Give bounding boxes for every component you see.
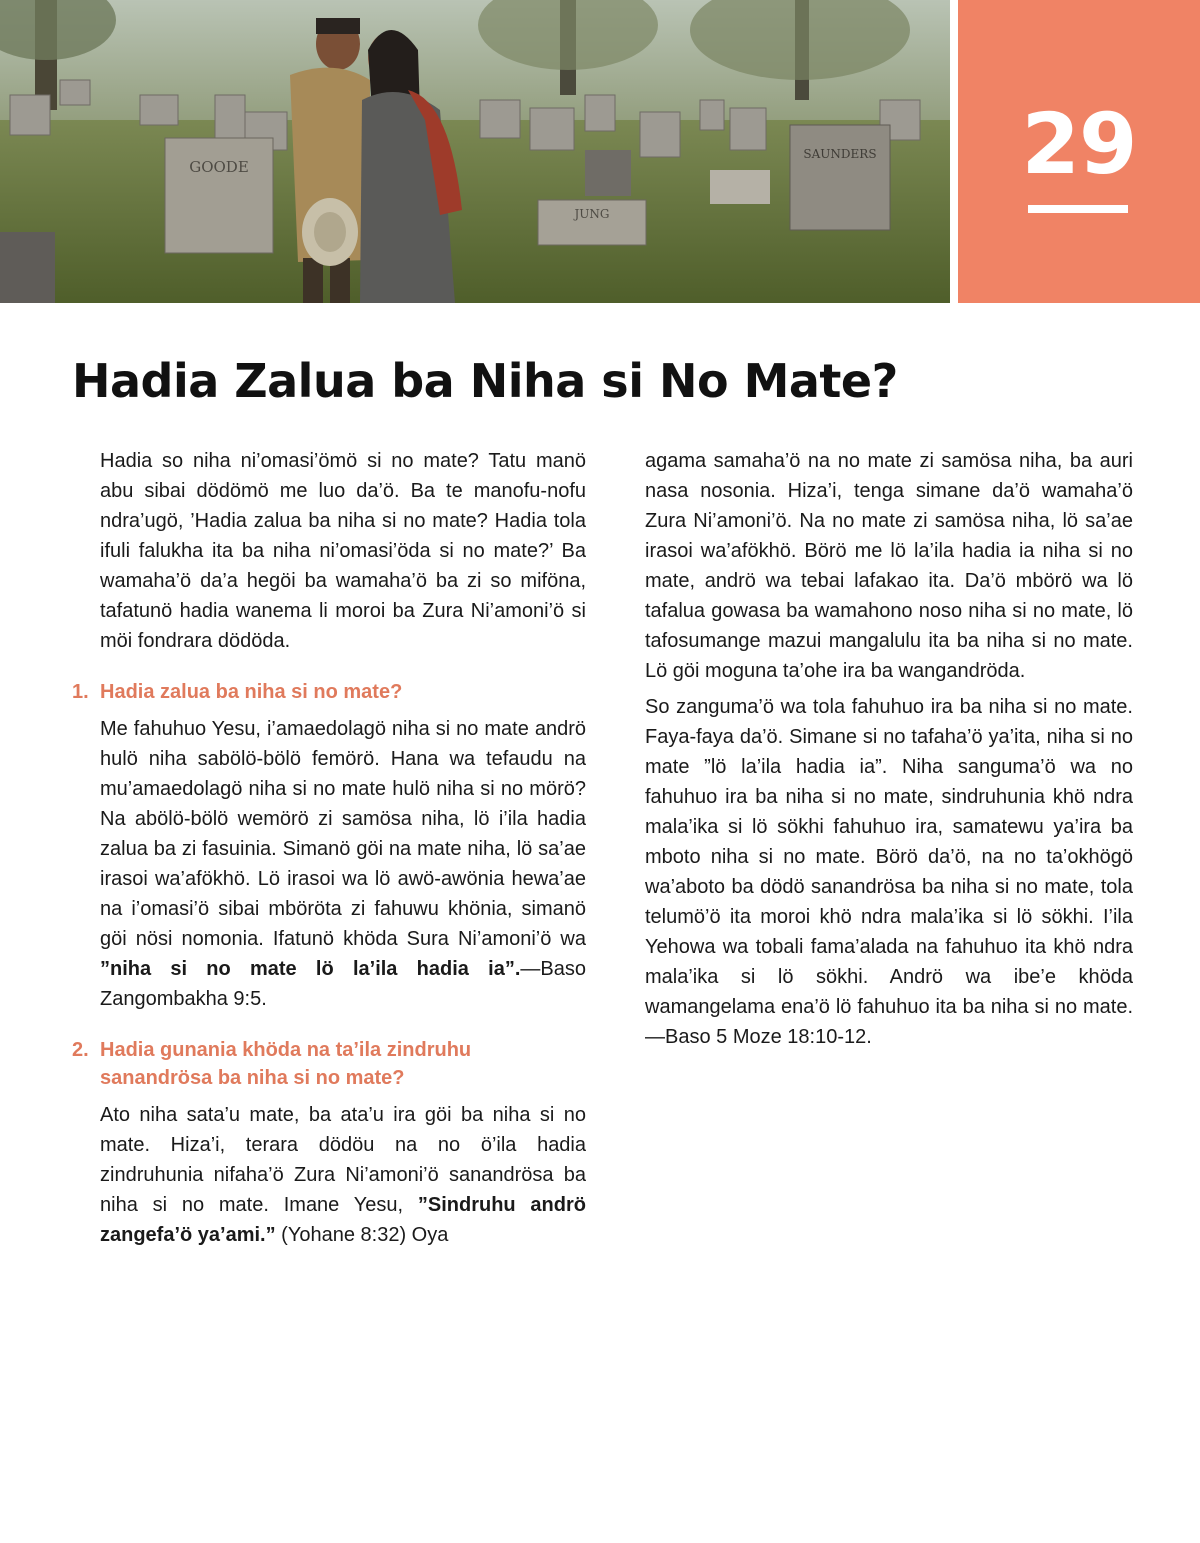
answer-2-paragraph	[100, 1100, 586, 1250]
lesson-number: 29	[1021, 95, 1137, 193]
question-2-text-line1: Hadia gunania khöda na ta’ila zindruhu	[100, 1039, 472, 1061]
left-column	[72, 446, 586, 1250]
gravestone-text-saunders: SAUNDERS	[803, 147, 877, 161]
question-2-heading	[72, 1036, 586, 1092]
answer-1-paragraph	[100, 714, 586, 1014]
question-2-number: 2.	[72, 1039, 89, 1061]
answer-1-quote: ”niha si no mate lö la’ila hadia ia”.	[100, 958, 521, 980]
lesson-number-box	[958, 0, 1200, 303]
answer-2-quote: ”Sindruhu andrö zangefa’ö ya’ami.”	[100, 1194, 586, 1246]
gravestone-text-goode: GOODE	[189, 158, 249, 176]
answer-2-text: Ato niha sata’u mate, ba ata’u ira göi ba niha si no mate. Hiza’i, terara dödöu na no ö’ila hadia zindruhunia nifaha’ö Zura Ni’amoni’ö sanandrösa ba niha si no mate. Imane Yesu,	[100, 1104, 586, 1216]
lesson-number-underline	[1028, 205, 1128, 213]
answer-1-reference: —Baso Zangombakha 9:5.	[100, 958, 586, 1010]
right-column	[645, 446, 1133, 1052]
question-1-number: 1.	[72, 681, 89, 703]
answer-2-continuation: agama samaha’ö na no mate zi samösa niha, ba auri nasa nosonia. Hiza’i, tenga simane da’ö wamaha’ö Zura Ni’amoni’ö. Na no mate zi samösa niha, lö sa’ae irasoi wa’afökhö. Börö me lö la’ila hadia ia niha si no mate, andrö wa tebai lafakao ita. Da’ö mbörö wa lö tafalua gowasa ba wamahono noso niha si no mate, lö tafosumange mazui mangalulu ita ba niha si no mate. Lö göi moguna ta’ohe ira ba wangandröda.	[645, 450, 1133, 682]
intro-paragraph: Hadia so niha ni’omasi’ömö si no mate? Tatu manö abu sibai dödömö me luo da’ö. Ba te manofu-nofu ndra’ugö, ’Hadia zalua ba niha si no mate? Hadia tola ifuli falukha ita ba niha ni’omasi’öda si no mate?’ Ba wamaha’ö da’a hegöi ba wamaha’ö ba zi so miföna, tafatunö hadia wanema li moroi ba Zura Ni’amoni’ö si möi fondrara dödöda.	[100, 450, 586, 652]
question-2-text-line2: sanandrösa ba niha si no mate?	[100, 1067, 405, 1089]
answer-1-text: Me fahuhuo Yesu, i’amaedolagö niha si no mate andrö hulö niha sabölö-bölö femörö. Hana wa tefaudu na mu’amaedolagö niha si no mate hulö niha si no mörö? Na abölö-bölö wemörö zi samösa niha, lö i’ila hadia zalua ba zi fasuinia. Simanö göi na mate niha, lö sa’ae irasoi wa’afökhö. Lö irasoi wa lö awö-awönia hewa’ae na i’omasi’ö sibai mböröta zi fahuwu khönia, simanö göi nösi nomonia. Ifatunö khöda Sura Ni’amoni’ö wa	[100, 718, 586, 950]
question-1-heading	[72, 678, 586, 706]
gravestone-text-jung: JUNG	[574, 207, 610, 221]
question-1-text: Hadia zalua ba niha si no mate?	[100, 681, 403, 703]
hero-photo	[0, 0, 950, 303]
answer-2-reference: (Yohane 8:32) Oya	[275, 1224, 449, 1246]
answer-2-paragraph-2: So zanguma’ö wa tola fahuhuo ira ba niha si no mate. Faya-faya da’ö. Simane si no tafaha’ö ya’ita, niha si no mate ”lö la’ila hadia ia”. Niha sanguma’ö wa no fahuhuo ira ba niha si no mate, sindruhunia khö ndra mala’ika si lö sökhi fahuhuo ira, samatewu ya’ira ba mboto niha si no mate. Börö da’ö, na no ta’okhögö wa’aboto ba dödö sanandrösa ba niha si no mate, tola telumö’ö ita moroi khö ndra mala’ika si lö sökhi. I’ila Yehowa wa tobali fama’alada na fahuhuo ita khö ndra mala’ika si lö sökhi. Andrö wa ibe’e khöda wamangelama ena’ö lö fahuhuo ita ba niha si no mate.—Baso 5 Moze 18:10-12.	[645, 696, 1133, 1048]
page-title: Hadia Zalua ba Niha si No Mate?	[72, 354, 898, 408]
